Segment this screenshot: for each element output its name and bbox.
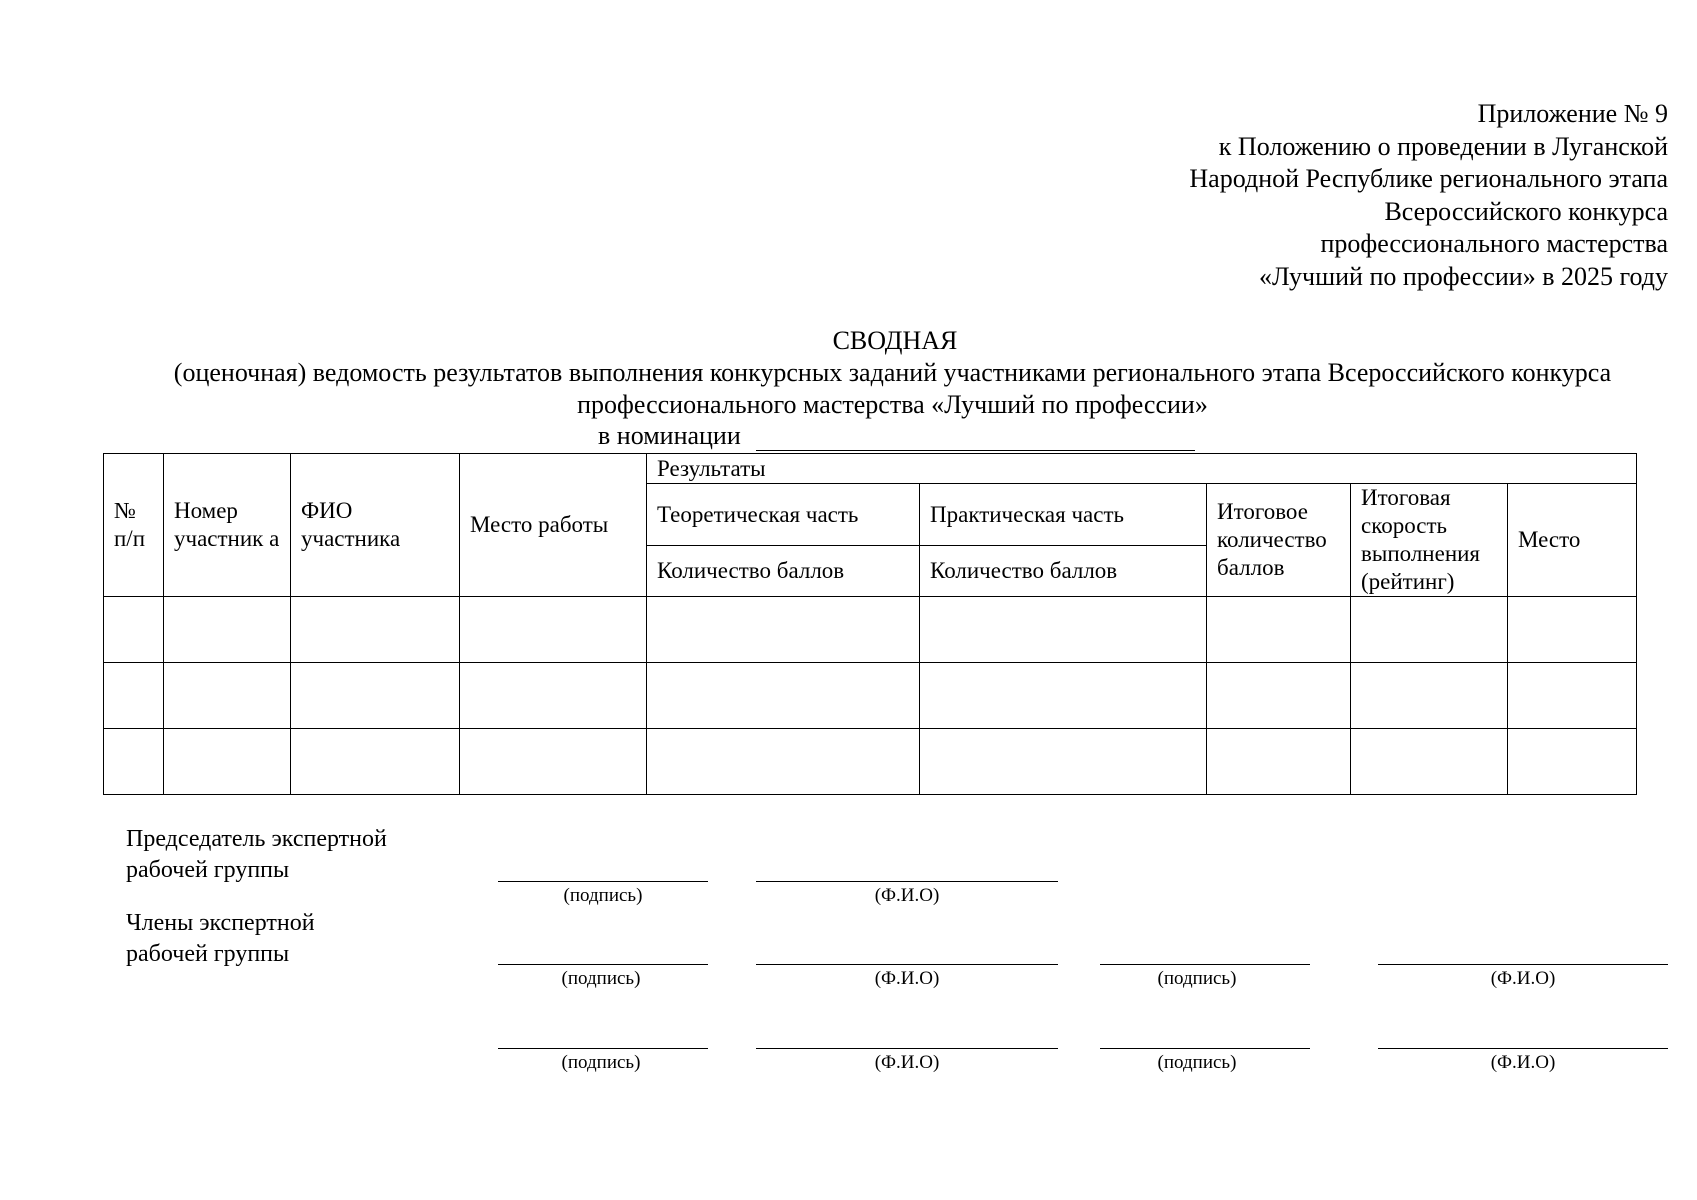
table-row [104,597,1637,663]
appendix-line: Народной Республике регионального этапа [1189,164,1668,193]
member-signature-line[interactable] [498,964,708,965]
table-cell[interactable] [920,729,1207,795]
signature-caption: (подпись) [1157,968,1237,989]
document-subtitle: (оценочная) ведомость результатов выполнения конкурсных заданий участниками регионального этапа Всероссийского конкурса [173,358,1612,387]
table-cell[interactable] [1508,729,1637,795]
col-participant-no-header: Номер участник а [164,454,291,597]
member-fio-line[interactable] [756,964,1058,965]
table-cell[interactable] [920,597,1207,663]
table-row [104,729,1637,795]
table-cell[interactable] [1351,597,1508,663]
table-cell[interactable] [647,663,920,729]
table-cell[interactable] [1207,729,1351,795]
table-cell[interactable] [164,663,291,729]
member-signature-line[interactable] [498,1048,708,1049]
chairman-fio-line[interactable] [756,881,1058,882]
fio-caption: (Ф.И.О) [874,885,940,906]
practice-score-header: Количество баллов [920,546,1207,597]
table-cell[interactable] [104,729,164,795]
member-fio-line[interactable] [1378,1048,1668,1049]
chairman-label: Председатель экспертной рабочей группы [126,826,387,883]
nomination-blank[interactable] [756,450,1195,451]
table-cell[interactable] [460,729,647,795]
table-cell[interactable] [1351,663,1508,729]
document-subtitle-2: профессионального мастерства «Лучший по профессии» [577,390,1208,419]
table-header-row [104,454,1637,484]
table-cell[interactable] [164,729,291,795]
table-cell[interactable] [291,597,460,663]
signature-caption: (подпись) [561,968,641,989]
appendix-line: к Положению о проведении в Луганской [1218,131,1668,161]
table-cell[interactable] [104,663,164,729]
theory-score-header: Количество баллов [647,546,920,597]
table-cell[interactable] [291,663,460,729]
table-cell[interactable] [104,597,164,663]
practice-header: Практическая часть [920,484,1207,546]
fio-caption: (Ф.И.О) [874,1052,940,1073]
table-cell[interactable] [1351,729,1508,795]
table-cell[interactable] [647,729,920,795]
member-signature-line[interactable] [1100,964,1310,965]
results-header: Результаты [647,454,1637,484]
col-fio-header: ФИО участника [291,454,460,597]
appendix-line: Всероссийского конкурса [1384,196,1668,226]
member-signature-line[interactable] [1100,1048,1310,1049]
nomination-label: в номинации [598,421,741,450]
fio-caption: (Ф.И.О) [874,968,940,989]
table-cell[interactable] [291,729,460,795]
signature-caption: (подпись) [561,1052,641,1073]
table-row [104,663,1637,729]
total-score-header: Итоговое количество баллов [1207,484,1351,597]
fio-caption: (Ф.И.О) [1490,968,1556,989]
chairman-signature-line[interactable] [498,881,708,882]
table-cell[interactable] [164,597,291,663]
col-workplace-header: Место работы [460,454,647,597]
table-cell[interactable] [460,663,647,729]
col-number-header: № п/п [104,454,164,597]
member-fio-line[interactable] [1378,964,1668,965]
member-fio-line[interactable] [756,1048,1058,1049]
results-table [103,453,1637,795]
table-cell[interactable] [1508,597,1637,663]
table-cell[interactable] [460,597,647,663]
appendix-line: «Лучший по профессии» в 2025 году [1259,261,1668,291]
place-header: Место [1508,484,1637,597]
members-label: Члены экспертной рабочей группы [126,910,315,967]
table-cell[interactable] [1207,597,1351,663]
appendix-header [1189,98,1668,293]
fio-caption: (Ф.И.О) [1490,1052,1556,1073]
table-cell[interactable] [647,597,920,663]
table-cell[interactable] [1207,663,1351,729]
appendix-line: Приложение № 9 [1477,99,1668,128]
theory-header: Теоретическая часть [647,484,920,546]
total-speed-header: Итоговая скорость выполнения (рейтинг) [1351,484,1508,597]
table-cell[interactable] [1508,663,1637,729]
document-title: СВОДНАЯ [832,326,958,355]
appendix-line: профессионального мастерства [1320,229,1668,258]
table-cell[interactable] [920,663,1207,729]
signature-caption: (подпись) [1157,1052,1237,1073]
signature-caption: (подпись) [563,885,643,906]
